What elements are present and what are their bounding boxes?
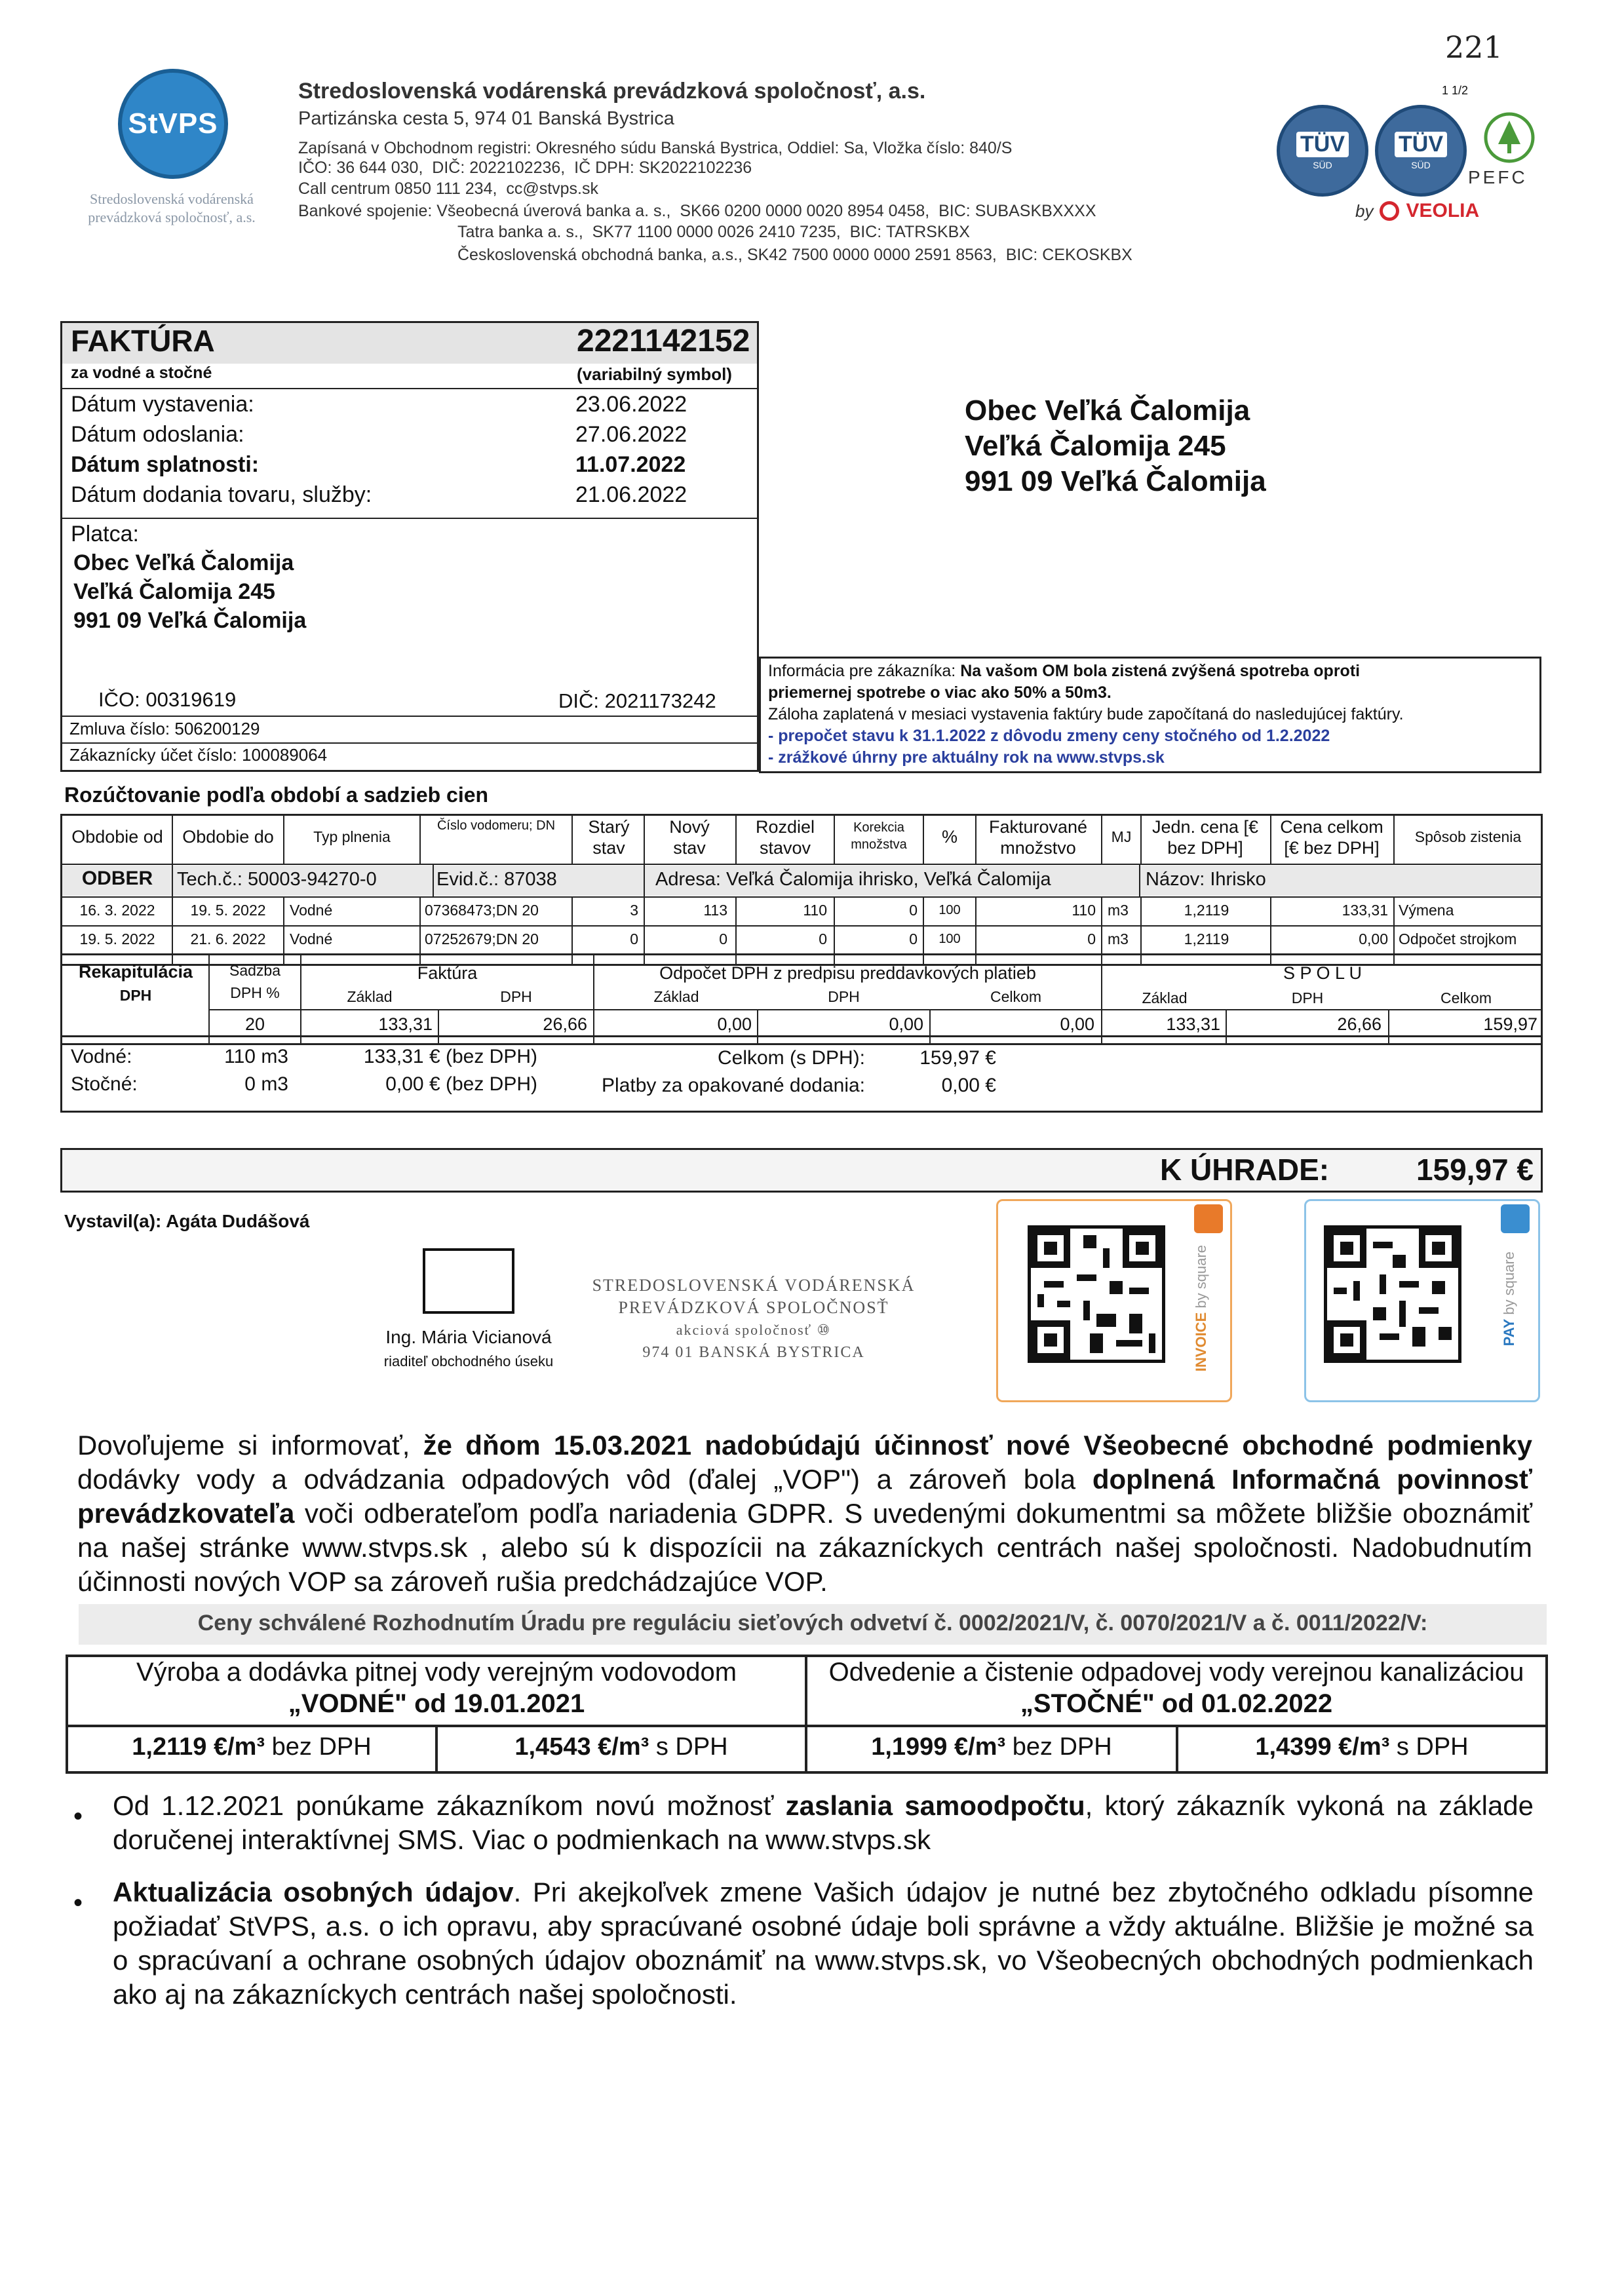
col-header-period-to: Obdobie do [182,827,274,847]
date-sent-row: Dátum odoslania: 27.06.2022 [71,422,687,447]
recap-ded-total-value: 0,00 [1060,1014,1094,1034]
sewage-price-period: „STOČNÉ" od 01.02.2022 [1020,1689,1333,1718]
vop-notice: Dovoľujeme si informovať, že dňom 15.03.2021 nadobúdajú účinnosť nové Všeobecné obchodné podmienky dodávky vody a odvádzania odpadových vôd (ďalej „VOP") a zároveň bola doplnená Informačná povinnosť prevádzkovateľa voči odberateľom podľa nariadenia GDPR. S uvedenými dokumentmi sa môžete bližšie oboznámiť na našej stránke www.stvps.sk , alebo sú k dispozícii na zákazníckych centrách našej spoločnosti. Nadobudnutím účinnosti nových VOP sa zároveň rušia predchádzajúce VOP. [77,1430,1532,1597]
invoice-icon [1194,1204,1223,1233]
handwritten-number: 221 [1445,29,1503,65]
recap-label-1: Rekapitulácia [78,962,193,982]
company-name: Stredoslovenská vodárenská prevádzková spoločnosť, a.s. [298,79,926,104]
pay-by-square-label: PAY by square [1501,1252,1517,1347]
col-header-old-state: Starý stav [588,817,630,858]
company-callcentrum: Call centrum 0850 111 234, cc@stvps.sk [298,180,598,198]
sewage-price-net: 1,1999 €/m³ bez DPH [871,1733,1112,1761]
personal-data-notice: Aktualizácia osobných údajov. Pri akejkoľvek zmene Vašich údajov je nutné bez zbytočného odkladu písomne požiadať StVPS, a.s. o ich opravu, aby spracúvané osobné údaje boli správne a vždy aktuálne. Bližšie je možné sa o spracúvaní a ochrane osobných údajov oboznámiť na www.stvps.sk, vo Všeobecných obchodných podmienkach ako aj na zákazníckych centrách našej spoločnosti. [113,1877,1534,2010]
veolia-icon [1380,201,1399,221]
water-price-gross: 1,4543 €/m³ s DPH [514,1733,728,1761]
pefc-tree-icon [1480,111,1539,164]
evid-number: Evid.č.: 87038 [436,869,557,890]
tuv-certificate-badge-2: TÜV SÜD [1375,105,1467,197]
col-header-difference: Rozdiel stavov [755,817,815,858]
recap-invoice-label: Faktúra [417,963,478,983]
repeat-payments-value: 0,00 € [941,1075,996,1096]
breakdown-title: Rozúčtovanie podľa období a sadzieb cien [64,783,489,807]
bank-line-2: Tatra banka a. s., SK77 1100 0000 0026 2410 7235, BIC: TATRSKBX [457,223,970,241]
recap-rate-pct-label: DPH % [230,984,280,1001]
invoice-subtitle: za vodné a stočné [71,364,212,382]
recap-deduction-label: Odpočet DPH z predpisu preddavkových platieb [659,963,1036,983]
recap-rate-label: Sadzba [229,962,280,979]
date-issued-row: Dátum vystavenia: 23.06.2022 [71,392,687,417]
recap-vat-value: 26,66 [543,1014,587,1034]
issued-by: Vystavil(a): Agáta Dudášová [64,1211,310,1231]
recap-ded-total-label: Celkom [990,988,1041,1005]
payer-name: Obec Veľká Čalomija [73,550,294,575]
company-logo [118,69,228,179]
recap-sum-base-value: 133,31 [1166,1014,1220,1034]
director-name: Ing. Mária Vicianová [385,1327,552,1347]
recap-base-value: 133,31 [378,1014,433,1034]
water-qty: 110 m3 [224,1046,288,1067]
col-header-unit: MJ [1111,828,1132,845]
recap-sum-total-value: 159,97 [1483,1014,1537,1034]
total-with-vat-label: Celkom (s DPH): [717,1047,865,1069]
recap-sum-total-label: Celkom [1440,989,1492,1006]
customer-info-text: Informácia pre zákazníka: Na vašom OM bola zistená zvýšená spotreba oproti priemernej spotrebe o viac ako 50% a 50m3. Záloha zaplatená v mesiaci vystavenia faktúry bude započítaná do nasledujúcej faktúry. - prepočet stavu k 31.1.2022 z dôvodu zmeny ceny stočného od 1.2.2022 - zrážkové úhrny pre aktuálny rok na www.stvps.sk [768,662,1404,767]
company-address: Partizánska cesta 5, 974 01 Banská Bystrica [298,108,674,129]
signature-box [423,1248,514,1314]
total-with-vat-value: 159,97 € [919,1047,996,1069]
col-header-type: Typ plnenia [313,828,391,845]
variable-symbol-label: (variabilný symbol) [577,364,732,384]
col-header-total-price: Cena celkom [€ bez DPH] [1280,817,1383,858]
invoice-number: 2221142152 [577,324,750,358]
water-price-net: 1,2119 €/m³ bez DPH [132,1733,372,1761]
bullet-icon: • [73,1888,83,1917]
payer-street: Veľká Čalomija 245 [73,579,275,604]
payer-label: Platca: [71,522,139,546]
company-ids: IČO: 36 644 030, DIČ: 2022102236, IČ DPH: SK2022102236 [298,159,752,177]
total-due-value: 159,97 € [1416,1153,1534,1187]
recap-sum-vat-value: 26,66 [1337,1014,1382,1034]
recap-rate-value: 20 [244,1014,265,1034]
self-reading-notice: Od 1.12.2021 ponúkame zákazníkom novú možnosť zaslania samoodpočtu, ktorý zákazník vykoná na základe doručenej interaktívnej SMS. Viac o podmienkach na www.stvps.sk [113,1790,1534,1855]
recap-ded-base-value: 0,00 [717,1014,752,1034]
col-header-new-state: Nový stav [669,817,710,858]
col-header-method: Spôsob zistenia [1414,828,1522,845]
recap-sum-base-label: Základ [1142,989,1188,1006]
logo-text: StVPS [128,107,218,140]
col-header-unit-price: Jedn. cena [€ bez DPH] [1151,817,1259,858]
recap-ded-vat-label: DPH [828,988,860,1005]
col-header-period-from: Obdobie od [71,827,163,847]
tuv-certificate-badge-1: TÜV SÜD [1277,105,1368,197]
invoice-dates [71,392,752,512]
contract-number: Zmluva číslo: 506200129 [69,719,260,738]
page-note: 1 1/2 [1442,84,1469,97]
prices-heading: Ceny schválené Rozhodnutím Úradu pre reguláciu sieťových odvetví č. 0002/2021/V, č. 0070/2021/V a č. 0011/2022/V: [197,1611,1428,1636]
odber-label: ODBER [81,868,153,889]
water-price-title: Výroba a dodávka pitnej vody verejným vodovodom [136,1658,737,1687]
sewage-label: Stočné: [71,1073,138,1095]
col-header-percent: % [941,827,957,847]
sewage-qty: 0 m3 [244,1073,288,1095]
col-header-correction: Korekcia množstva [851,820,907,852]
recipient-street: Veľká Čalomija 245 [965,430,1226,462]
tech-number: Tech.č.: 50003-94270-0 [177,869,377,890]
bank-line-1: Bankové spojenie: Všeobecná úverová banka a. s., SK66 0200 0000 0020 8954 0458, BIC: SUBASKBXXXX [298,202,1096,220]
water-amount: 133,31 € (bez DPH) [363,1046,537,1067]
date-due-row: Dátum splatnosti: 11.07.2022 [71,452,686,477]
recipient-address [965,393,1266,499]
logo-subtitle: Stredoslovenská vodárenská prevádzková spoločnosť, a.s. [88,191,256,225]
recap-label-2: DPH [119,987,152,1004]
recap-base-label: Základ [347,988,393,1005]
invoice-by-square-label: INVOICE by square [1193,1245,1209,1372]
payer-dic: DIČ: 2021173242 [558,689,716,712]
recap-vat-label: DPH [500,988,532,1005]
recipient-name: Obec Veľká Čalomija [965,394,1250,427]
pefc-label: PEFC [1468,167,1528,187]
company-registry: Zapísaná v Obchodnom registri: Okresného súdu Banská Bystrica, Oddiel: Sa, Vložka číslo: 840/S [298,139,1013,157]
director-role: riaditeľ obchodného úseku [383,1353,554,1369]
recap-ded-vat-value: 0,00 [889,1014,923,1034]
invoice-qr-code[interactable] [1028,1225,1165,1363]
veolia-brand: by VEOLIA [1355,200,1480,221]
bank-line-3: Československá obchodná banka, a.s., SK42 7500 0000 0000 2591 8563, BIC: CEKOSKBX [457,246,1132,264]
sewage-price-gross: 1,4399 €/m³ s DPH [1255,1733,1469,1761]
total-due-label: K ÚHRADE: [1160,1153,1330,1187]
payer-ico: IČO: 00319619 [98,688,237,711]
sewage-price-title: Odvedenie a čistenie odpadovej vody verejnou kanalizáciou [828,1658,1524,1687]
recap-ded-base-label: Základ [653,988,699,1005]
payer-city: 991 09 Veľká Čalomija [73,608,307,633]
recap-sum-vat-label: DPH [1291,989,1324,1006]
pay-icon [1501,1204,1530,1233]
customer-account: Zákaznícky účet číslo: 100089064 [69,745,328,765]
repeat-payments-label: Platby za opakované dodania: [602,1075,865,1096]
consumption-name: Názov: Ihrisko [1146,869,1266,890]
bullet-icon: • [73,1802,83,1831]
col-header-meter: Číslo vodomeru; DN [436,818,556,833]
water-price-period: „VODNÉ" od 19.01.2021 [288,1689,585,1718]
date-delivery-row: Dátum dodania tovaru, služby: 21.06.2022 [71,482,687,507]
col-header-billed-qty: Fakturované množstvo [988,817,1088,858]
water-label: Vodné: [71,1046,132,1067]
company-stamp: STREDOSLOVENSKÁ VODÁRENSKÁ PREVÁDZKOVÁ SPOLOČNOSŤ akciová spoločnosť ⑩ 974 01 BANSKÁ BYSTRICA [592,1276,916,1361]
pay-qr-code[interactable] [1324,1225,1461,1363]
recipient-city: 991 09 Veľká Čalomija [965,465,1266,497]
consumption-address: Adresa: Veľká Čalomija ihrisko, Veľká Čalomija [655,869,1051,890]
recap-sum-label: S P O L U [1283,963,1363,983]
sewage-amount: 0,00 € (bez DPH) [385,1073,537,1095]
invoice-title: FAKTÚRA [71,324,215,358]
